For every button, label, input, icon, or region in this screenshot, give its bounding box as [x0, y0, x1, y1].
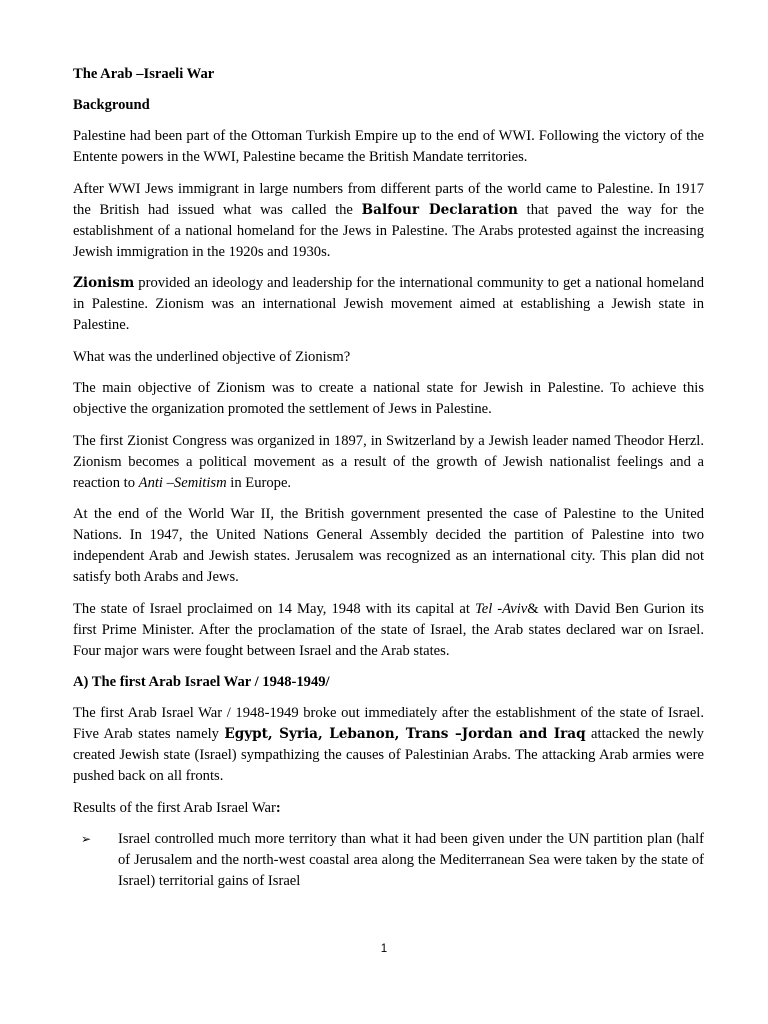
tel-aviv-term: Tel -Aviv	[474, 600, 528, 617]
paragraph-first-war-text-2: attacked the newly created Jewish state (Israel) sympathizing the causes of Palestinian Arabs. The attacking Arab armies were pushed back on all fronts.	[73, 726, 704, 784]
paragraph-congress-text-1: The first Zionist Congress was organized in 1897, in Switzerland by a Jewish leader named Theodor Herzl. Zionism becomes a political movement as a result of the growth of Jewish nationalist feelings and a reaction to	[73, 432, 704, 491]
paragraph-balfour-text-1: After WWI Jews immigrant in large numbers from different parts of the world came to Palestine. In 1917 the British had issued what was called the	[73, 180, 704, 218]
section-a-heading: A) The first Arab Israel War / 1948-1949/	[73, 674, 330, 690]
results-list	[73, 829, 704, 892]
question-objective: What was the underlined objective of Zionism?	[73, 348, 351, 365]
paragraph-zionism-text: provided an ideology and leadership for the international community to get a national homeland in Palestine. Zionism was an international Jewish movement aimed at establishing a Jewish state in Palestine.	[73, 275, 704, 333]
zionism-term: Zionism	[73, 275, 135, 291]
paragraph-ottoman: Palestine had been part of the Ottoman Turkish Empire up to the end of WWI. Following the victory of the Entente powers in the WWI, Palestine became the British Mandate territories.	[73, 128, 704, 165]
paragraph-israel-text-2: & with David Ben Gurion its first Prime Minister. After the proclamation of the state of Israel, the Arab states declared war on Israel. Four major wars were fought between Israel and the Arab states.	[73, 600, 704, 659]
list-item-text: Israel controlled much more territory than what it had been given under the UN partition plan (half of Jerusalem and the north-west coastal area along the Mediterranean Sea were taken by the state of Israel) territorial gains of Israel	[118, 831, 704, 889]
paragraph-congress-text-2: in Europe.	[226, 474, 292, 491]
arrow-bullet-icon: ➢	[81, 832, 92, 846]
list-item	[73, 829, 704, 892]
paragraph-un-partition: At the end of the World War II, the British government presented the case of Palestine to the United Nations. In 1947, the United Nations General Assembly decided the partition of Palestine into two independent Arab and Jewish states. Jerusalem was recognized as an international city. This plan did not satisfy both Arabs and Jews.	[73, 506, 704, 585]
paragraph-first-war	[73, 703, 704, 787]
paragraph-balfour	[73, 179, 704, 263]
document-page	[73, 64, 704, 892]
paragraph-first-war-text-1: The first Arab Israel War / 1948-1949 broke out immediately after the establishment of the state of Israel. Five Arab states namely	[73, 705, 704, 742]
balfour-declaration-term: Balfour Declaration	[361, 201, 518, 218]
paragraph-israel-text-1: The state of Israel proclaimed on 14 May, 1948 with its capital at	[73, 600, 475, 617]
paragraph-objective-answer: The main objective of Zionism was to create a national state for Jewish in Palestine. To achieve this objective the organization promoted the settlement of Jews in Palestine.	[73, 380, 704, 417]
results-label-text: Results of the first Arab Israel War	[73, 799, 276, 816]
background-heading: Background	[73, 97, 150, 113]
document-title: The Arab –Israeli War	[73, 66, 215, 82]
paragraph-zionism	[73, 273, 704, 336]
results-label-colon: :	[275, 799, 281, 816]
arab-states-term: Egypt, Syria, Lebanon, Trans –Jordan and Iraq	[224, 726, 586, 742]
paragraph-congress	[73, 431, 704, 494]
paragraph-balfour-text-2: that paved the way for the establishment of a national homeland for the Jews in Palestine. The Arabs protested against the increasing Jewish immigration in the 1920s and 1930s.	[73, 201, 704, 260]
paragraph-israel-proclaimed	[73, 599, 704, 662]
page-number: 1	[380, 943, 388, 955]
results-label	[73, 798, 704, 819]
anti-semitism-term: Anti –Semitism	[138, 474, 227, 491]
